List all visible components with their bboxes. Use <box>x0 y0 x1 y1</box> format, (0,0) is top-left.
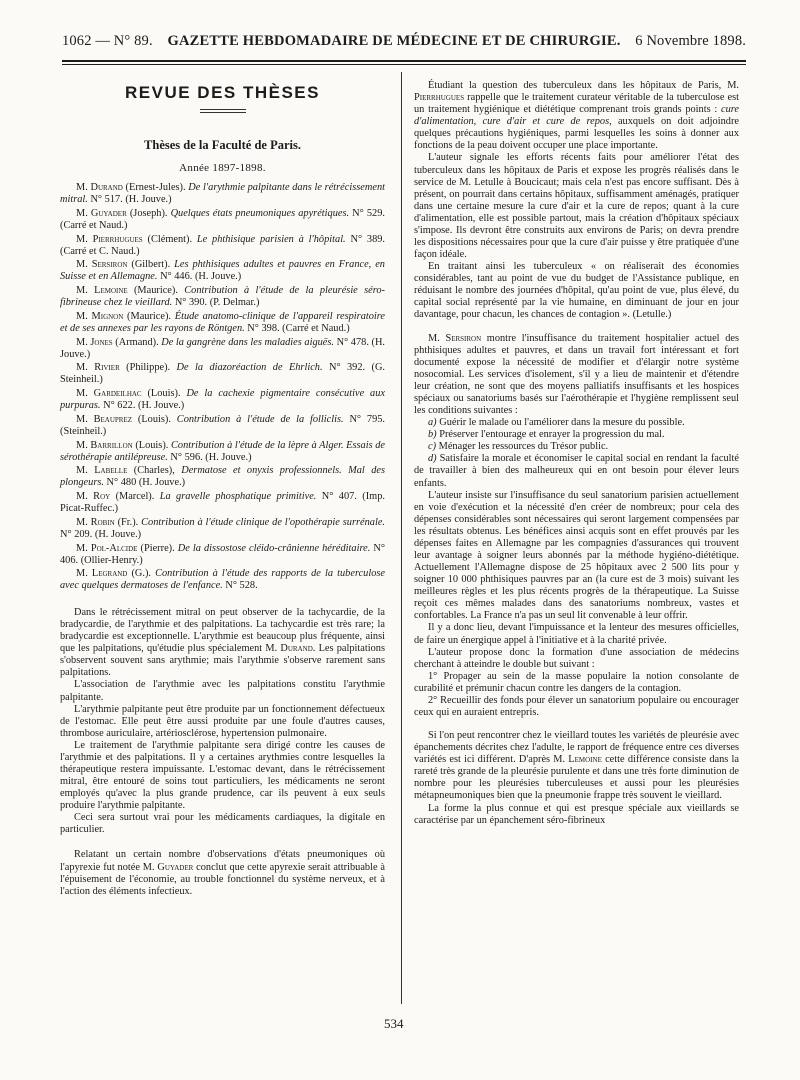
thesis-reference: N° 446. (H. Jouve.) <box>157 271 242 283</box>
header-journal-title: GAZETTE HEBDOMADAIRE DE MÉDECINE ET DE CHIRURGIE. <box>167 33 621 49</box>
paragraph: L'auteur insiste sur l'insuffisance du seul sanatorium parisien actuellement en voie d'exécution et la nécessité d'en créer de nombreux; pour cela des dépenses considérables sont nécessaires qui seront largement compensées par les résultats obtenus. Les bénéfices ainsi acquis sont en effet prouvés par les dépenses faites en Allemagne par les compagnies d'assurances qui trouvent leur avantage à soigner leurs abonnés par la méthode hygiéno-diététique. Actuellement l'Allemagne dispose de 25 hôpitaux avec 2 500 lits pour y soigner 10 000 phthisiques pauvres par an (la cure est de 3 mois) suivant les meilleures règles et les plus récents progrès de la thérapeutique. La Suisse reçoit ces mêmes malades dans des sanatoriums nombreux, vastes et confortables. La France n'a pas un seul lit convenable à leur offrir. <box>414 489 739 622</box>
thesis-author: M. Pierrhugues <box>76 233 143 245</box>
theses-list <box>60 182 385 592</box>
thesis-given-name: (Ernest-Jules). <box>122 182 189 193</box>
thesis-entry <box>60 311 385 335</box>
thesis-reference: N° 596. (H. Jouve.) <box>167 451 252 463</box>
paragraph: En traitant ainsi les tuberculeux « on réaliserait des économies considérables, tant au point de vue du budget de l'Assistance publique, en réduisant le nombre des journées d'hôpital, qu'au point de vue, plus élevé, du capital social représenté par la vie humaine, en diminuant de jour en jour davantage, pour chacun, les chances de contagion ». (Letulle.) <box>414 261 739 321</box>
list-item: c) Ménager les ressources du Trésor public. <box>428 441 609 453</box>
thesis-author: M. Sersiron <box>76 259 128 271</box>
faculty-subtitle: Thèses de la Faculté de Paris. <box>144 138 301 152</box>
thesis-title: De la gangrène dans les maladies aiguës. <box>161 336 334 348</box>
thesis-given-name: (G.). <box>127 568 156 580</box>
title-ornament-rule <box>200 109 246 113</box>
thesis-reference: N° 407. (Imp. Picat-Ruffec.) <box>60 491 385 515</box>
thesis-given-name: (Maurice). <box>123 310 175 322</box>
thesis-reference: N° 389. (Carré et C. Naud.) <box>60 233 386 257</box>
thesis-entry <box>60 517 385 541</box>
thesis-given-name: (Marcel). <box>110 491 160 502</box>
header-rule-thin <box>62 64 746 65</box>
right-column <box>414 80 739 827</box>
thesis-author: M. Gardeilhac <box>76 388 142 399</box>
thesis-title: De l'arythmie palpitante dans le rétrécissement mitral. <box>60 182 385 206</box>
thesis-author: M. Roy <box>76 491 111 502</box>
thesis-reference: N° 480 (H. Jouve.) <box>103 477 186 489</box>
thesis-author: M. Beauprez <box>76 413 133 425</box>
thesis-given-name: (Louis). <box>132 439 171 451</box>
thesis-entry <box>60 234 385 258</box>
thesis-reference: N° 209. (H. Jouve.) <box>60 528 142 540</box>
thesis-title: Contribution à l'étude clinique de l'opothérapie surrénale. <box>141 516 385 528</box>
thesis-entry <box>60 440 385 464</box>
thesis-given-name: (Fr.). <box>114 516 142 528</box>
thesis-entry <box>60 491 385 515</box>
list-item: b) Préserver l'entourage et enrayer la progression du mal. <box>428 429 665 441</box>
thesis-title: La gravelle phosphatique primitive. <box>159 491 317 502</box>
paragraph: Le traitement de l'arythmie palpitante sera dirigé contre les causes de l'arythmie et des palpitations. Il y a certaines arythmies contre lesquelles la thérapeutique restera impuissante. L'estomac devant, dans le rétrécissement mitral, être entouré de soins tout particuliers, les médicaments ne seront employés qu'avec la plus grande prudence, car ils peuvent à eux seuls produire l'arythmie palpitante. <box>60 739 385 812</box>
thesis-entry <box>60 208 385 232</box>
paragraph: 2° Recueillir des fonds pour élever un sanatorium populaire ou encourager ceux qui en auraient entrepris. <box>414 694 739 718</box>
page-number: 534 <box>384 1016 404 1031</box>
column-divider <box>401 72 402 1004</box>
thesis-title: Les phthisiques adultes et pauvres en France, en Suisse et en Allemagne. <box>60 259 385 283</box>
thesis-author: M. Robin <box>76 516 115 528</box>
thesis-author: M. Labelle <box>76 465 128 477</box>
running-header <box>62 33 746 55</box>
thesis-given-name: (Armand). <box>112 336 162 348</box>
thesis-author: M. Legrand <box>76 568 128 580</box>
thesis-entry <box>60 568 385 592</box>
paragraph: Il y a donc lieu, devant l'impuissance et la lenteur des mesures officielles, de faire un énergique appel à l'initiative et à la charité privée. <box>414 622 739 646</box>
thesis-title: De la cachexie pigmentaire consécutive aux purpuras. <box>60 388 385 412</box>
thesis-entry <box>60 182 385 206</box>
thesis-given-name: (Philippe). <box>119 362 177 374</box>
thesis-title: Étude anatomo-clinique de l'appareil respiratoire et de ses annexes par les rayons de Röntgen. <box>60 310 386 334</box>
list-item: a) Guérir le malade ou l'améliorer dans la mesure du possible. <box>428 417 685 429</box>
thesis-reference: N° 392. (G. Steinheil.) <box>60 362 385 386</box>
header-date: 6 Novembre 1898. <box>635 33 746 49</box>
paragraph: Relatant un certain nombre d'observations d'états pneumoniques où l'apyrexie fut notée M. Guyader conclut que cette apyrexie serait attribuable à l'épuisement de l'économie, au trouble fonctionnel du système nerveux, et à l'action des éléments infectieux. <box>60 849 385 897</box>
thesis-author: M. Pol-Alcide <box>76 542 138 554</box>
academic-year: Année 1897-1898. <box>179 162 266 174</box>
thesis-entry <box>60 259 385 283</box>
thesis-given-name: (Clément). <box>142 233 197 245</box>
left-column <box>60 80 385 898</box>
thesis-reference: N° 398. (Carré et Naud.) <box>244 322 350 334</box>
paragraph: L'association de l'arythmie avec les palpitations constitu l'arythmie palpitante. <box>60 679 385 703</box>
header-issue: 1062 — N° 89. <box>62 33 153 49</box>
thesis-reference: N° 622. (H. Jouve.) <box>100 400 185 412</box>
thesis-title: Contribution à l'étude des rapports de la tuberculose avec quelques dermatoses de l'enfance. <box>60 568 386 592</box>
thesis-title: Quelques états pneumoniques apyrétiques. <box>170 207 350 219</box>
thesis-author: M. Mignon <box>76 310 124 322</box>
thesis-title: Contribution à l'étude de la pleurésie séro-fibrineuse chez le vieillard. <box>60 285 385 309</box>
thesis-entry <box>60 337 385 361</box>
thesis-author: M. Barrillon <box>76 439 133 451</box>
thesis-reference: N° 795. (Steinheil.) <box>60 413 386 437</box>
thesis-reference: N° 517. (H. Jouve.) <box>87 194 172 206</box>
thesis-author: M. Lemoine <box>76 285 128 296</box>
thesis-given-name: (Pierre). <box>137 542 178 554</box>
thesis-author: M. Jones <box>76 336 113 348</box>
thesis-title: De la dissostose cléido-crânienne héréditaire. <box>177 542 371 554</box>
thesis-entry <box>60 414 385 438</box>
thesis-entry <box>60 362 385 386</box>
paragraph: M. Sersiron montre l'insuffisance du traitement hospitalier actuel des phthisiques adultes et pauvres, et dans un travail fort intéressant et fort documenté expose la nécessité de modifier et d'élargir notre système nosocomial. Les services d'isolement, s'il y a lieu de maintenir et d'étendre leur création, ne sont que des moyens palliatifs insuffisants et les hospices spéciaux ou sanatoriums basés sur l'aérothérapie et l'hygiène remplissent seul les conditions suivantes : <box>414 332 739 417</box>
thesis-reference: N° 406. (Ollier-Henry.) <box>60 542 385 566</box>
thesis-entry <box>60 285 385 309</box>
paragraph: Si l'on peut rencontrer chez le vieillard toutes les variétés de pleurésie avec épanchements décrites chez l'adulte, le rapport de fréquence entre ces diverses variétés est ici différent. D'après M. Lemoine cette différence consiste dans la rareté très grande de la pleurésie purulente et dans une très forte diminution de nombre pour les pleurésies tuberculeuses et aussi pour les pleurésies métapneumoniques bien que la pneumonie frappe très souvent le vieillard. <box>414 730 739 802</box>
thesis-author: M. Durand <box>76 182 123 193</box>
thesis-entry <box>60 543 385 567</box>
header-rule-thick <box>62 60 746 62</box>
thesis-author: M. Rivier <box>76 362 120 374</box>
thesis-given-name: (Joseph). <box>126 207 171 219</box>
paragraph: L'auteur signale les efforts récents faits pour améliorer l'état des tuberculeux dans les hôpitaux de Paris et expose les progrès réalisés dans le service de M. Letulle à Boucicaut; mais cela n'est pas encore suffisant. Dès à présent, on pourrait dans certains hôpitaux, suffisamment aménagés, pratiquer dans une certaine mesure la cure d'air et la cure de repos; quant à la cure d'alimentation, elle est possible partout, mais la création d'hôpitaux spéciaux s'impose. Ils devront être construits aux environs de Paris; on devra prendre les dispositions nécessaires pour que la cure d'air puisse y être pratiquée d'une façon idéale. <box>414 152 739 261</box>
thesis-title: De la diazoréaction de Ehrlich. <box>176 362 323 374</box>
thesis-title: Le phthisique parisien à l'hôpital. <box>196 233 346 245</box>
paragraph: Dans le rétrécissement mitral on peut observer de la tachycardie, de la bradycardie, de l'arythmie et des palpitations. La tachycardie est très rare; la bradycardie est exceptionnelle. L'arythmie est beaucoup plus fréquente, ainsi que les palpitations, qu'étudie plus spécialement M. Durand. Les palpitations s'observent souvent sans arythmie; mais l'arythmie s'observe rarement sans palpitations. <box>60 607 385 679</box>
paragraph: Étudiant la question des tuberculeux dans les hôpitaux de Paris, M. Pierrhugues rappelle que le traitement curateur véritable de la tuberculose est un traitement hygiénique et diététique comprenant trois grands points : cure d'alimentation, cure d'air et cure de repos, auxquels on doit adjoindre quelques précautions hygiéniques, parmi lesquelles les soins à donner aux fonctions de la peau doivent occuper une place importante. <box>414 80 739 152</box>
thesis-author: M. Guyader <box>76 207 127 219</box>
thesis-title: Contribution à l'étude de la folliclis. <box>176 413 344 425</box>
thesis-reference: N° 529. (Carré et Naud.) <box>60 207 385 231</box>
section-title: REVUE DES THÈSES <box>125 83 320 102</box>
paragraph: 1° Propager au sein de la masse populaire la notion consolante de curabilité et prémunir chacun contre les dangers de la contagion. <box>414 670 739 694</box>
paragraph: L'arythmie palpitante peut être produite par un fonctionnement défectueux de l'estomac. Elle peut être aussi produite par une foule d'autres causes, thrombose auriculaire, artériosclérose, hypertension pulmonaire. <box>60 703 385 739</box>
list-item: d) Satisfaire la morale et économiser le capital social en rendant la faculté de travailler à bien des malheureux qui en ont besoin pour élever leurs enfants. <box>414 453 740 489</box>
thesis-given-name: (Louis). <box>132 413 177 425</box>
thesis-given-name: (Louis). <box>141 388 187 399</box>
paragraph: Ceci sera surtout vrai pour les médicaments cardiaques, la digitale en particulier. <box>60 812 385 836</box>
thesis-given-name: (Maurice). <box>127 285 185 296</box>
thesis-entry <box>60 388 385 412</box>
thesis-reference: N° 478. (H. Jouve.) <box>60 336 385 360</box>
paragraph: La forme la plus connue et qui est presque spéciale aux vieillards se caractérise par un épanchement séro-fibrineux <box>414 802 739 826</box>
thesis-entry <box>60 465 385 489</box>
thesis-given-name: (Charles), <box>127 465 182 477</box>
thesis-given-name: (Gilbert). <box>127 259 175 271</box>
thesis-title: Dermatose et onyxis professionnels. Mal des plongeurs. <box>60 465 385 489</box>
thesis-title: Contribution à l'étude de la lèpre à Alger. Essais de sérothérapie antilépreuse. <box>60 439 386 463</box>
thesis-reference: N° 390. (P. Delmar.) <box>172 297 260 309</box>
thesis-reference: N° 528. <box>222 580 258 592</box>
paragraph: L'auteur propose donc la formation d'une association de médecins cherchant à atteindre le double but suivant : <box>414 646 739 670</box>
